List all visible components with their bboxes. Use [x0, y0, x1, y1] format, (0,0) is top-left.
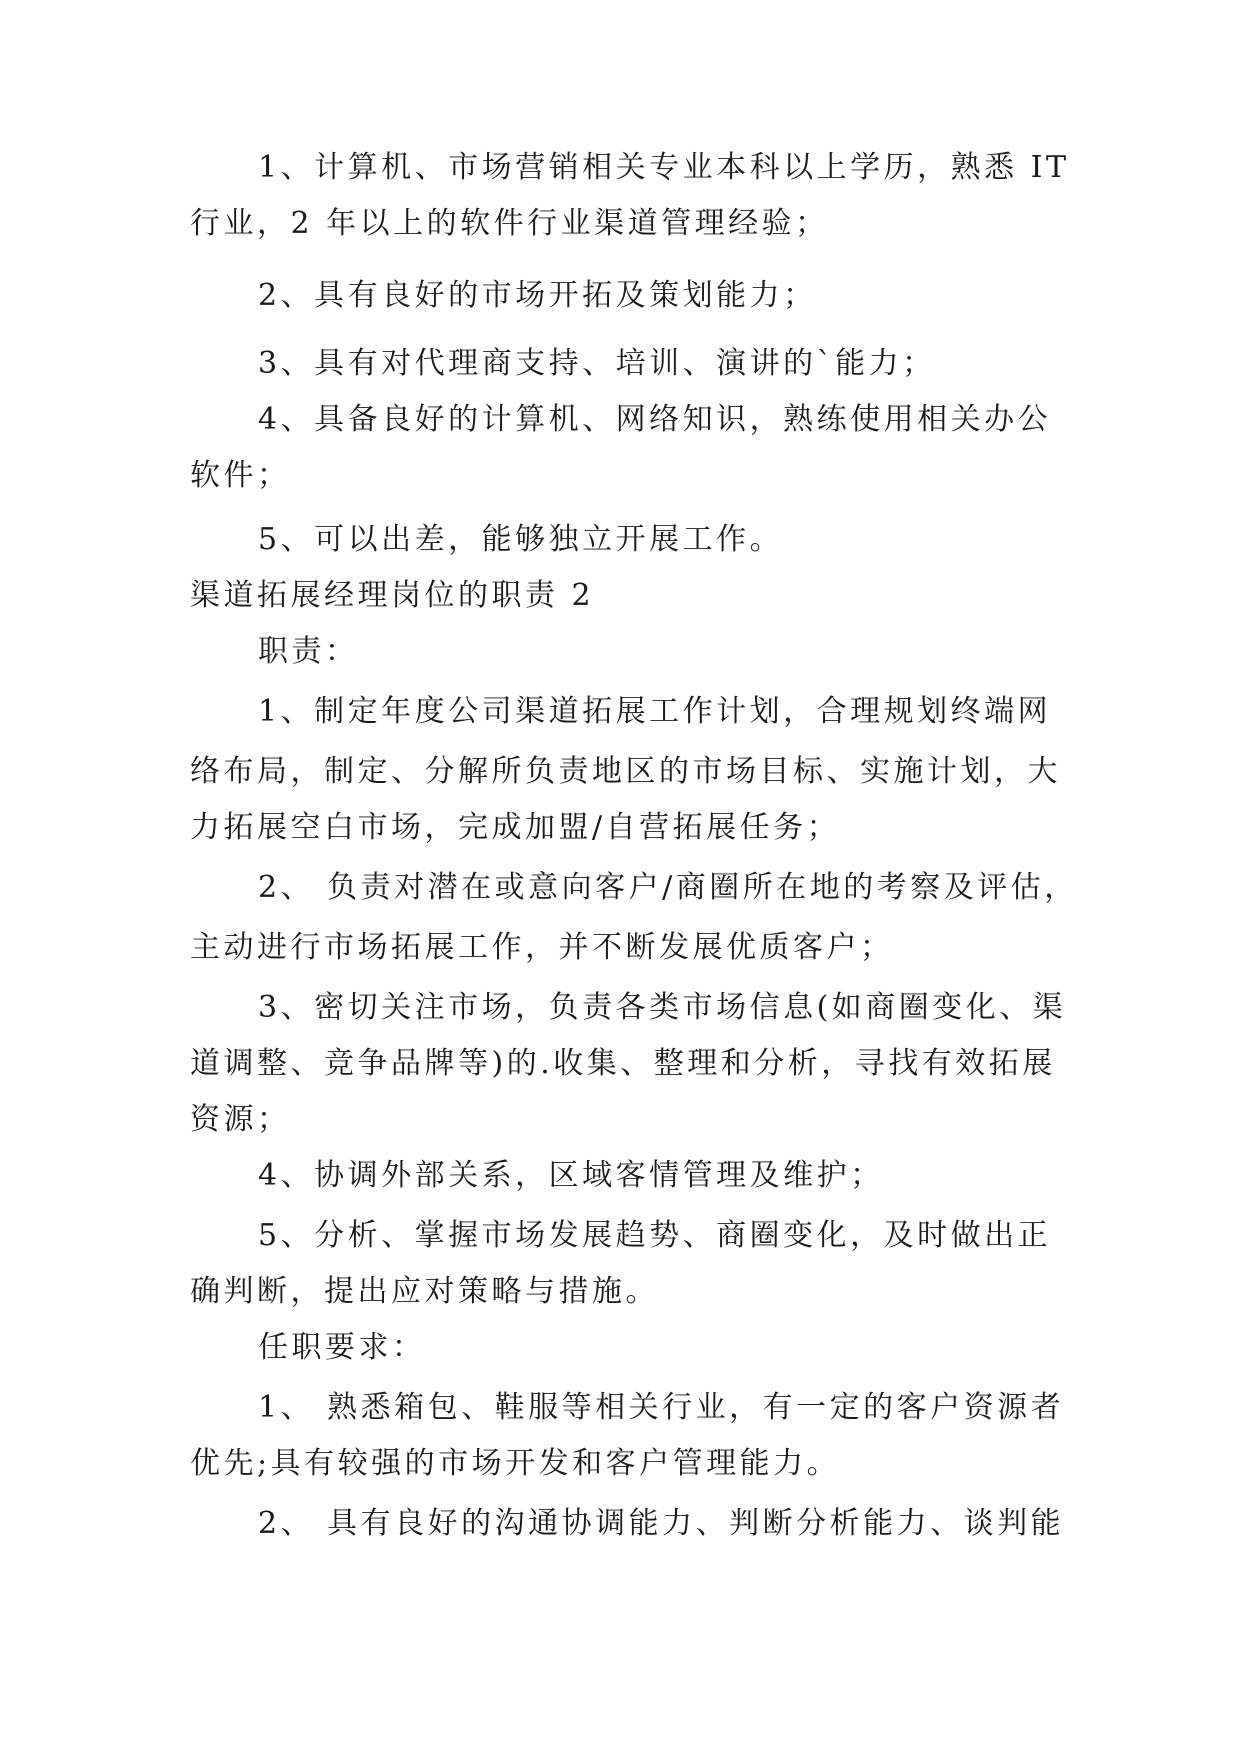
text-line: 5、分析、掌握市场发展趋势、商圈变化，及时做出正	[258, 1218, 1052, 1253]
text-line: 道调整、竞争品牌等)的.收集、整理和分析，寻找有效拓展	[190, 1046, 1056, 1081]
text-line: 3、密切关注市场，负责各类市场信息(如商圈变化、渠	[258, 990, 1067, 1025]
text-line: 2、具有良好的市场开拓及策划能力；	[258, 278, 817, 313]
text-line: 络布局，制定、分解所负责地区的市场目标、实施计划，大	[190, 754, 1061, 789]
text-line: 任职要求：	[258, 1330, 426, 1365]
text-line: 职责：	[258, 634, 359, 669]
text-line: 确判断，提出应对策略与措施。	[190, 1274, 659, 1309]
text-line: 2、 负责对潜在或意向客户/商圈所在地的考察及评估，	[258, 870, 1078, 905]
text-line: 3、具有对代理商支持、培训、演讲的`能力；	[258, 346, 936, 381]
text-line: 4、协调外部关系，区域客情管理及维护；	[258, 1158, 884, 1193]
text-line: 4、具备良好的计算机、网络知识，熟练使用相关办公	[258, 402, 1052, 437]
section-heading: 渠道拓展经理岗位的职责 2	[190, 578, 595, 613]
text-line: 资源；	[190, 1102, 291, 1137]
text-line: 1、计算机、市场营销相关专业本科以上学历，熟悉 IT	[258, 150, 1070, 185]
text-line: 软件；	[190, 458, 291, 493]
text-line: 行业，2 年以上的软件行业渠道管理经验；	[190, 206, 829, 241]
text-line: 2、 具有良好的沟通协调能力、判断分析能力、谈判能	[258, 1506, 1065, 1541]
text-line: 优先;具有较强的市场开发和客户管理能力。	[190, 1446, 841, 1481]
text-line: 1、制定年度公司渠道拓展工作计划，合理规划终端网	[258, 694, 1052, 729]
text-line: 1、 熟悉箱包、鞋服等相关行业，有一定的客户资源者	[258, 1390, 1065, 1425]
text-line: 力拓展空白市场，完成加盟/自营拓展任务；	[190, 810, 841, 845]
text-line: 主动进行市场拓展工作，并不断发展优质客户；	[190, 930, 894, 965]
text-line: 5、可以出差，能够独立开展工作。	[258, 522, 784, 557]
